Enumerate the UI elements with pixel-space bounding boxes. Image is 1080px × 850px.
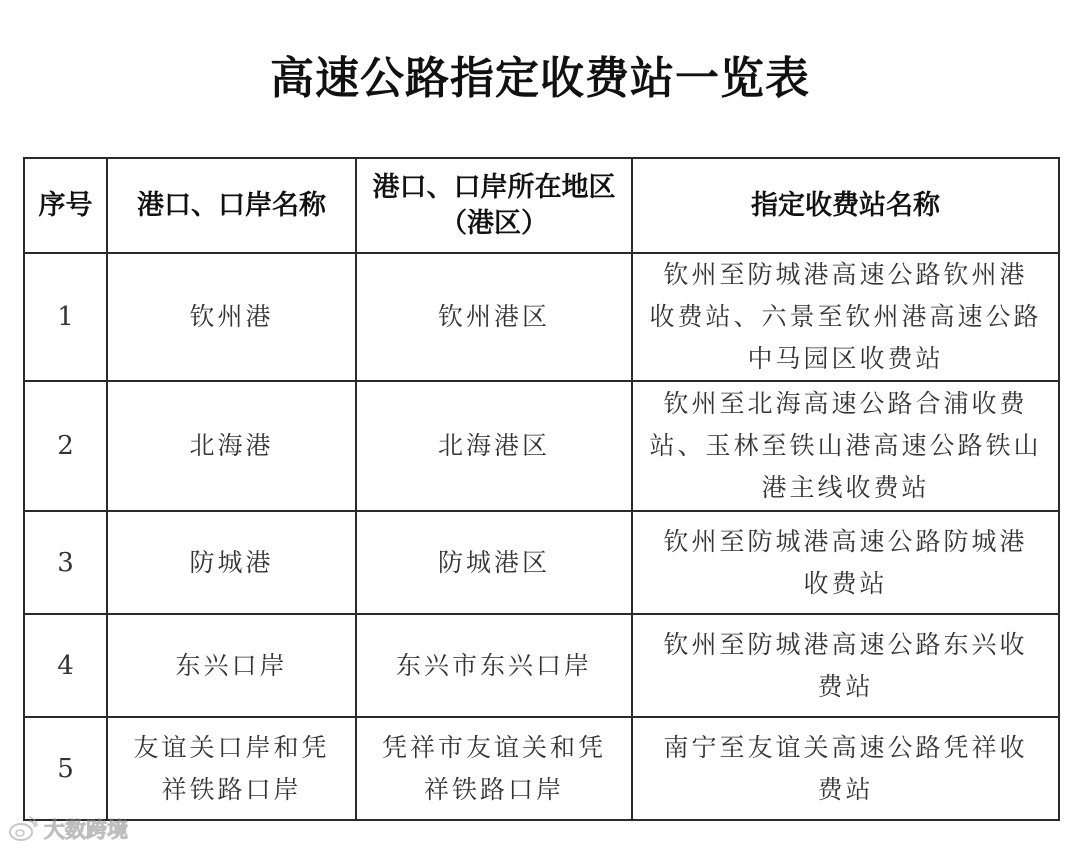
- row-port-name: [107, 253, 356, 381]
- row-station: [632, 614, 1059, 717]
- cell-line: 收费站: [803, 568, 888, 598]
- row-station: [632, 717, 1059, 820]
- row-station: [632, 511, 1059, 614]
- cell-line: 北海港区: [437, 431, 550, 460]
- row-region: [356, 717, 632, 820]
- row-no: 2: [24, 381, 107, 511]
- row-station: [632, 381, 1059, 511]
- table-row: [24, 381, 1059, 511]
- header-region-line: （港区）: [440, 207, 548, 239]
- row-no: 1: [24, 253, 107, 381]
- header-region-line: 港口、口岸所在地区: [372, 171, 616, 203]
- cell-line: 凭祥市友谊关和凭: [381, 732, 606, 762]
- cell-line: 祥铁路口岸: [423, 774, 564, 804]
- toll-station-table: [23, 157, 1060, 821]
- cell-line: 站、玉林至铁山港高速公路铁山: [649, 431, 1042, 460]
- cell-line: 钦州至防城港高速公路东兴收: [663, 629, 1028, 659]
- header-region: [356, 158, 632, 253]
- header-port-name: 港口、口岸名称: [107, 158, 356, 253]
- cell-line: 防城港区: [437, 547, 550, 577]
- row-port-name: [107, 614, 356, 717]
- row-port-name: [107, 717, 356, 820]
- row-region: [356, 614, 632, 717]
- table-row: [24, 511, 1059, 614]
- row-region: [356, 253, 632, 381]
- row-region: [356, 381, 632, 511]
- cell-line: 东兴口岸: [175, 650, 288, 680]
- weibo-logo-icon: [8, 816, 38, 842]
- cell-line: 东兴市东兴口岸: [395, 650, 592, 680]
- cell-line: 港主线收费站: [761, 473, 930, 502]
- row-no: 5: [24, 717, 107, 820]
- row-station: [632, 253, 1059, 381]
- cell-line: 钦州至防城港高速公路钦州港: [663, 260, 1028, 289]
- watermark-text: 大数跨境: [44, 818, 128, 842]
- cell-line: 钦州港区: [437, 302, 550, 331]
- row-region: [356, 511, 632, 614]
- cell-line: 友谊关口岸和凭: [133, 732, 330, 762]
- header-no: 序号: [24, 158, 107, 253]
- cell-line: 中马园区收费站: [747, 344, 944, 373]
- row-port-name: [107, 381, 356, 511]
- cell-line: 北海港: [189, 431, 274, 460]
- cell-line: 费站: [817, 774, 874, 804]
- table-header-row: [24, 158, 1059, 253]
- cell-line: 收费站、六景至钦州港高速公路: [649, 302, 1042, 331]
- table-row: [24, 717, 1059, 820]
- header-station: 指定收费站名称: [632, 158, 1059, 253]
- page-title: 高速公路指定收费站一览表: [270, 53, 810, 104]
- watermark: [8, 815, 128, 843]
- table-row: [24, 253, 1059, 381]
- table-row: [24, 614, 1059, 717]
- cell-line: 祥铁路口岸: [161, 774, 302, 804]
- row-no: 4: [24, 614, 107, 717]
- cell-line: 钦州至北海高速公路合浦收费: [663, 389, 1028, 418]
- cell-line: 南宁至友谊关高速公路凭祥收: [663, 732, 1028, 762]
- cell-line: 防城港: [189, 547, 274, 577]
- row-no: 3: [24, 511, 107, 614]
- row-port-name: [107, 511, 356, 614]
- cell-line: 费站: [817, 671, 874, 701]
- cell-line: 钦州港: [189, 302, 274, 331]
- cell-line: 钦州至防城港高速公路防城港: [663, 526, 1028, 556]
